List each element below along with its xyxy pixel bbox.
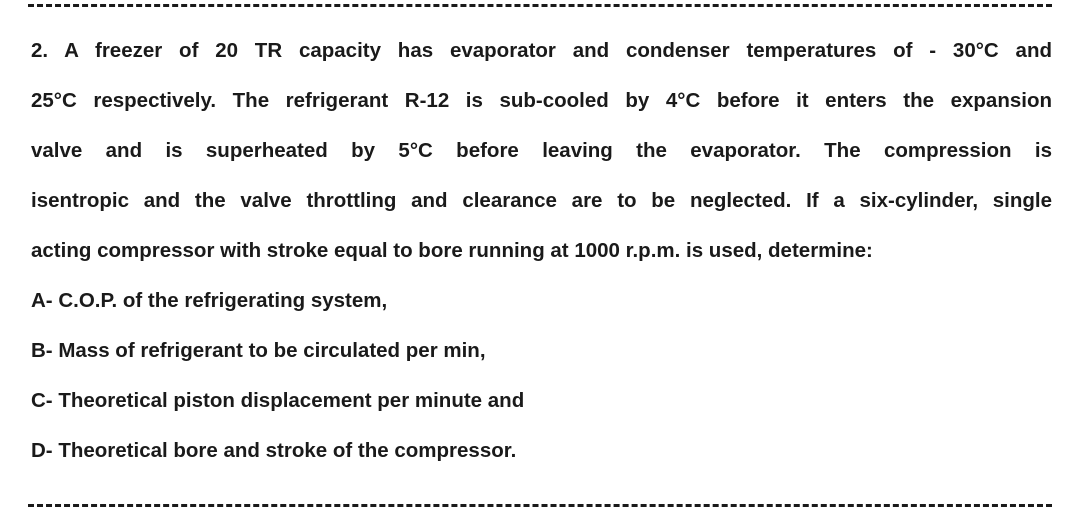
part-b: B- Mass of refrigerant to be circulated per min, (31, 339, 486, 362)
statement-line-4: isentropic and the valve throttling and clearance are to be neglected. If a six-cylinder, single (31, 189, 1052, 212)
part-a: A- C.O.P. of the refrigerating system, (31, 289, 388, 312)
problem-text-block (31, 26, 1052, 476)
statement-line-2: 25°C respectively. The refrigerant R-12 is sub-cooled by 4°C before it enters the expansion (31, 89, 1052, 112)
statement-line-3: valve and is superheated by 5°C before leaving the evaporator. The compression is (31, 139, 1052, 162)
top-dashed-divider (28, 4, 1052, 7)
statement-line-5: acting compressor with stroke equal to bore running at 1000 r.p.m. is used, determine: (31, 239, 873, 262)
statement-line-1: 2. A freezer of 20 TR capacity has evaporator and condenser temperatures of - 30°C and (31, 39, 1052, 62)
part-c: C- Theoretical piston displacement per minute and (31, 389, 525, 412)
part-d: D- Theoretical bore and stroke of the compressor. (31, 439, 517, 462)
bottom-dashed-divider (28, 504, 1052, 507)
